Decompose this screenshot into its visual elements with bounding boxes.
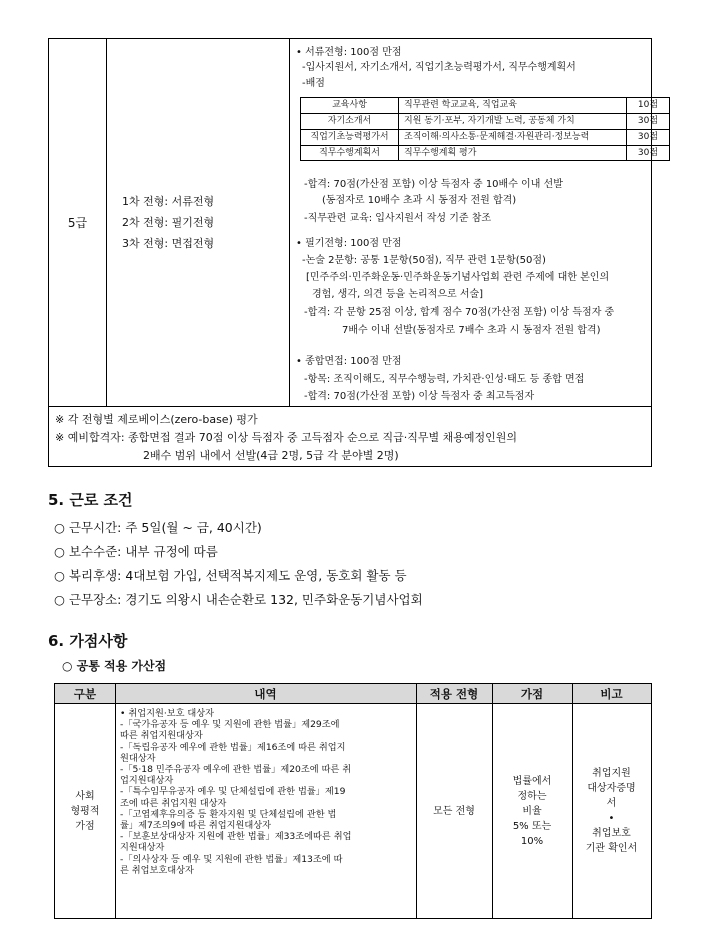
details-cell bbox=[290, 39, 659, 406]
allocation-points: 30점 bbox=[637, 148, 659, 158]
remarks-line: 대상자증명 bbox=[587, 783, 636, 794]
allocation-points: 30점 bbox=[637, 132, 659, 142]
interview-items: -항목: 조직이해도, 직무수행능력, 가치관·인성·태도 등 종합 면접 bbox=[304, 374, 585, 385]
detail-line: • 취업지원·보호 대상자 bbox=[120, 708, 215, 719]
section5-title: 5. 근로 조건 bbox=[48, 491, 133, 509]
points-line: 5% 또는 bbox=[512, 820, 552, 832]
detail-line: -「의사상자 등 예우 및 지원에 관한 법률」제13조에 따 bbox=[120, 853, 343, 865]
header-applies: 적용 전형 bbox=[416, 684, 492, 704]
written-topic: [민주주의·민주화운동·민주화운동기념사업회 관련 주제에 대한 본인의 bbox=[306, 272, 610, 283]
allocation-row bbox=[301, 130, 669, 146]
detail-line: -「국가유공자 등 예우 및 지원에 관한 법률」제29조에 bbox=[120, 719, 340, 731]
stage-1: 1차 전형: 서류전형 bbox=[122, 195, 215, 208]
allocation-name: 직업기초능력평가서 bbox=[301, 130, 399, 145]
detail-line: 업지원대상자 bbox=[120, 775, 174, 787]
interview-pass: -합격: 70점(가산점 포함) 이상 득점자 중 최고득점자 bbox=[304, 391, 535, 402]
work-location: ○ 근무장소: 경기도 의왕시 내손순환로 132, 민주화운동기념사업회 bbox=[54, 592, 423, 607]
points-line: 법률에서 bbox=[512, 775, 552, 787]
detail-line: -「5·18 민주유공자 예우에 관한 법률」제20조에 따른 취 bbox=[120, 764, 352, 776]
detail-line: 지원대상자 bbox=[120, 842, 165, 854]
category-line: 사회 bbox=[75, 790, 95, 802]
category-line: 가점 bbox=[75, 820, 95, 832]
pay-level: ○ 보수수준: 내부 규정에 따름 bbox=[54, 544, 218, 559]
allocation-desc: 직무관련 학교교육, 직업교육 bbox=[399, 98, 627, 113]
detail-line: -「특수임무유공자 예우 및 단체설립에 관한 법률」제19 bbox=[120, 786, 346, 798]
stages-cell bbox=[106, 39, 290, 406]
header-points: 가점 bbox=[492, 684, 572, 704]
remarks-line: 취업지원 bbox=[592, 768, 631, 779]
stage-2: 2차 전형: 필기전형 bbox=[122, 216, 215, 229]
header-remarks: 비고 bbox=[572, 684, 651, 704]
allocation-row bbox=[301, 146, 669, 162]
note-reserve-cont: 2배수 범위 내에서 선발(4급 2명, 5급 각 분야별 2명) bbox=[143, 449, 399, 462]
doc-screen-alloc-label: -배점 bbox=[302, 78, 325, 89]
details-list bbox=[115, 708, 415, 876]
allocation-name: 교육사항 bbox=[301, 98, 399, 113]
points-line: 정하는 bbox=[517, 790, 547, 802]
detail-line: -「독립유공자 예우에 관한 법률」제16조에 따른 취업지 bbox=[120, 741, 346, 753]
exam-notes bbox=[49, 406, 651, 467]
allocation-desc: 조직이해·의사소통·문제해결·자원관리·정보능력 bbox=[399, 130, 627, 145]
remarks-cell bbox=[572, 704, 651, 918]
header-details: 내역 bbox=[115, 684, 416, 704]
category-cell bbox=[55, 704, 115, 918]
allocation-points: 10점 bbox=[637, 100, 659, 110]
bonus-points-table bbox=[54, 683, 652, 919]
written-title: • 필기전형: 100점 만점 bbox=[296, 238, 402, 249]
allocation-desc: 지원 동기·포부, 자기개발 노력, 공동체 가치 bbox=[399, 114, 627, 129]
doc-screen-edu: -직무관련 교육: 입사지원서 작성 기준 참조 bbox=[304, 213, 492, 224]
header-category: 구분 bbox=[55, 684, 115, 704]
doc-screen-pass-note: (동점자로 10배수 초과 시 동점자 전원 합격) bbox=[322, 195, 517, 206]
detail-line: 따른 취업지원대상자 bbox=[120, 730, 203, 742]
written-essay: -논술 2문항: 공통 1문항(50점), 직무 관련 1문항(50점) bbox=[302, 255, 546, 266]
category-line: 형평적 bbox=[70, 805, 100, 817]
written-pass-note: 7배수 이내 선발(동점자로 7배수 초과 시 동점자 전원 합격) bbox=[342, 325, 601, 336]
doc-screen-pass: -합격: 70점(가산점 포함) 이상 득점자 중 10배수 이내 선발 bbox=[304, 179, 563, 190]
stage-3: 3차 전형: 면접전형 bbox=[122, 237, 215, 250]
points-line: 비율 bbox=[522, 805, 542, 817]
points-cell bbox=[492, 704, 572, 918]
points-line: 10% bbox=[520, 835, 544, 847]
grade-cell: 5급 bbox=[49, 39, 107, 406]
interview-title: • 종합면접: 100점 만점 bbox=[296, 356, 402, 367]
detail-line: -「고엽제후유의증 등 환자지원 및 단체설립에 관한 법 bbox=[120, 808, 337, 820]
remarks-line: • bbox=[608, 813, 615, 824]
applies-cell bbox=[416, 704, 492, 918]
allocation-table bbox=[300, 97, 670, 161]
exam-process-table bbox=[48, 38, 659, 467]
allocation-desc: 직무수행계획 평가 bbox=[399, 146, 627, 161]
applies-value: 모든 전형 bbox=[433, 805, 475, 817]
note-zero-base: ※ 각 전형별 제로베이스(zero-base) 평가 bbox=[55, 413, 258, 426]
allocation-row bbox=[301, 114, 669, 130]
benefits: ○ 복리후생: 4대보험 가입, 선택적복지제도 운영, 동호회 활동 등 bbox=[54, 568, 407, 583]
detail-line: 조에 따른 취업지원 대상자 bbox=[120, 797, 227, 809]
section6-subtitle: ○ 공통 적용 가산점 bbox=[62, 659, 167, 673]
detail-line: 른 취업보호대상자 bbox=[120, 864, 194, 876]
remarks-line: 취업보호 bbox=[592, 828, 631, 839]
allocation-row bbox=[301, 98, 669, 114]
written-pass: -합격: 각 문항 25점 이상, 합계 점수 70점(가산점 포함) 이상 득점자 중 bbox=[304, 307, 615, 318]
remarks-line: 기관 확인서 bbox=[585, 843, 638, 854]
section6-title: 6. 가점사항 bbox=[48, 632, 128, 650]
allocation-points: 30점 bbox=[637, 116, 659, 126]
detail-line: -「보훈보상대상자 지원에 관한 법률」제33조에따른 취업 bbox=[120, 831, 352, 843]
detail-line: 률」제7조의9에 따른 취업지원대상자 bbox=[120, 820, 271, 832]
work-hours: ○ 근무시간: 주 5일(월 ~ 금, 40시간) bbox=[54, 520, 262, 535]
detail-line: 원대상자 bbox=[120, 752, 156, 764]
allocation-name: 직무수행계획서 bbox=[301, 146, 399, 161]
written-topic-cont: 경험, 생각, 의견 등을 논리적으로 서술] bbox=[312, 289, 484, 300]
doc-screen-docs: -입사지원서, 자기소개서, 직업기초능력평가서, 직무수행계획서 bbox=[302, 62, 576, 73]
remarks-line: 서 bbox=[606, 798, 617, 809]
note-reserve: ※ 예비합격자: 종합면접 결과 70점 이상 득점자 중 고득점자 순으로 직급·직무별 채용예정인원의 bbox=[55, 431, 518, 444]
doc-screen-title: • 서류전형: 100점 만점 bbox=[296, 47, 402, 58]
allocation-name: 자기소개서 bbox=[301, 114, 399, 129]
